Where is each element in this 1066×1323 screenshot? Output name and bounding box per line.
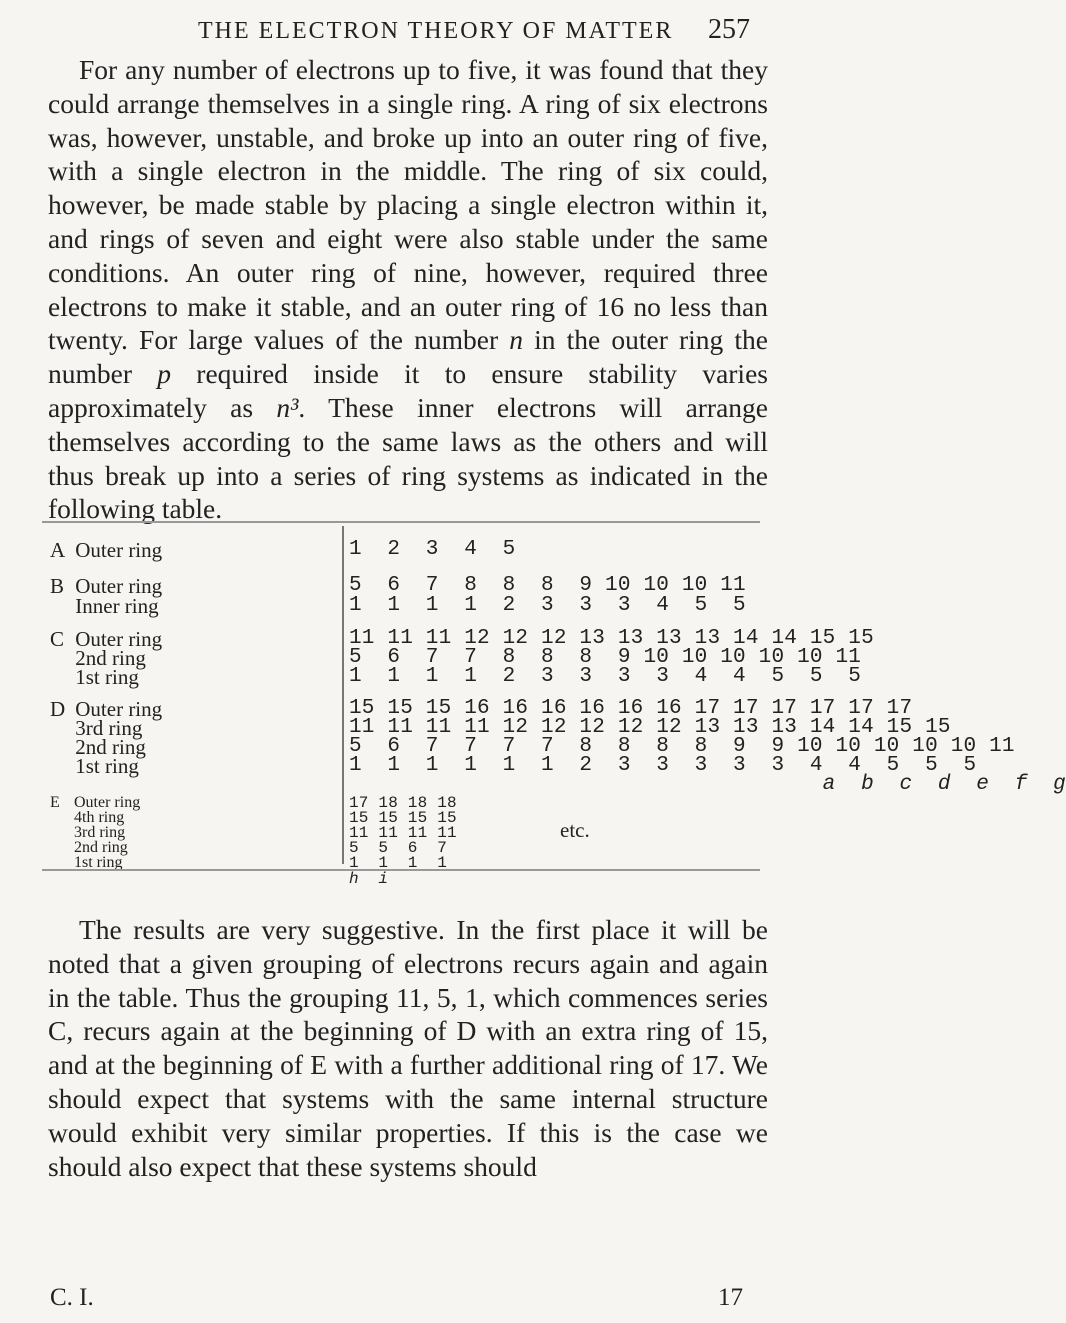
series-e-2nd-values: 5 5 6 7 bbox=[349, 839, 448, 857]
series-a-outer-values: 1 2 3 4 5 bbox=[349, 538, 516, 561]
series-a-outer-label: A Outer ring bbox=[50, 538, 163, 562]
row-label-text: 4th ring bbox=[70, 809, 125, 826]
series-e-3rd-label bbox=[50, 824, 125, 842]
series-e-4th-values: 15 15 15 15 bbox=[349, 809, 457, 827]
etc-note: etc. bbox=[560, 818, 590, 842]
series-b-outer-label: B Outer ring bbox=[50, 574, 163, 598]
series-b-inner-label: Inner ring bbox=[75, 594, 159, 618]
page-number: 257 bbox=[708, 14, 750, 45]
series-letter: E bbox=[50, 794, 60, 811]
series-d-outer-label: D Outer ring bbox=[50, 697, 163, 721]
series-d-column-letters: a b c d e f g bbox=[349, 773, 1066, 796]
series-e-letters-label bbox=[50, 870, 70, 888]
series-d-1st-values: 1 1 1 1 1 1 2 3 3 3 3 3 4 4 5 5 5 bbox=[349, 754, 977, 777]
series-d-2nd-values: 5 6 7 7 7 7 8 8 8 8 9 9 10 10 10 10 10 11 bbox=[349, 735, 1015, 758]
series-e-3rd-values: 11 11 11 11 bbox=[349, 824, 457, 842]
paragraph-intro: For any number of electrons up to five, it was found that they could arrange themselves in a single ring. A ring of six electrons was, however, unstable, and broke up into an outer ring of five, with a single electron in the middle. The ring of six could, however, be made stable by placing a single electron within it, and rings of seven and eight were also stable under the same conditions. An outer ring of nine, however, required three electrons to make it stable, and an outer ring of 16 no less than twenty. For large values of the number n in the outer ring the number p required inside it to ensure stability varies approximately as n³. These inner electrons will arrange themselves according to the same laws as the others and will thus break up into a series of ring systems as indicated in the following table. bbox=[48, 54, 769, 525]
row-label-text: 1st ring bbox=[70, 854, 123, 871]
series-e-outer-label bbox=[50, 794, 140, 812]
table-top-rule bbox=[42, 521, 760, 523]
series-c-outer-label: C Outer ring bbox=[50, 627, 163, 651]
series-c-2nd-label: 2nd ring bbox=[75, 646, 146, 670]
row-label-text: 2nd ring bbox=[70, 839, 128, 856]
series-c-outer-values: 11 11 11 12 12 12 13 13 13 13 14 14 15 15 bbox=[349, 627, 874, 650]
series-d-3rd-label: 3rd ring bbox=[75, 716, 143, 740]
series-c-1st-label: 1st ring bbox=[75, 665, 139, 689]
series-b-outer-values: 5 6 7 8 8 8 9 10 10 10 11 bbox=[349, 574, 746, 597]
paragraph-results: The results are very suggestive. In the first place it will be noted that a given grouping of electrons recurs again and again in the table. Thus the grouping 11, 5, 1, which commences series C, recurs again at the beginning of D with an extra ring of 15, and at the beginning of E with a further additional ring of 17. We should expect that systems with the same internal structure would exhibit very similar properties. If this is the case we should also expect that these systems should bbox=[48, 914, 768, 1182]
series-d-1st-label: 1st ring bbox=[75, 754, 139, 778]
series-c-1st-values: 1 1 1 1 2 3 3 3 3 4 4 5 5 5 bbox=[349, 665, 862, 688]
series-d-3rd-values: 11 11 11 11 12 12 12 12 12 13 13 13 14 14 15 15 bbox=[349, 716, 951, 739]
series-c-2nd-values: 5 6 7 7 8 8 8 9 10 10 10 10 10 11 bbox=[349, 646, 862, 669]
series-e-4th-label bbox=[50, 809, 124, 827]
table-column-divider bbox=[342, 526, 344, 864]
series-e-letters-values: h i bbox=[349, 870, 389, 888]
signature-number: 17 bbox=[718, 1284, 743, 1311]
series-d-outer-values: 15 15 15 16 16 16 16 16 16 17 17 17 17 17 17 bbox=[349, 697, 913, 720]
page-header bbox=[0, 8, 800, 48]
series-e-2nd-label bbox=[50, 839, 128, 857]
series-e-1st-values: 1 1 1 1 bbox=[349, 854, 448, 872]
series-b-inner-values: 1 1 1 1 2 3 3 3 4 5 5 bbox=[349, 594, 746, 617]
series-d-2nd-label: 2nd ring bbox=[75, 735, 146, 759]
series-e-outer-values: 17 18 18 18 bbox=[349, 794, 457, 812]
row-label-text: Outer ring bbox=[70, 794, 141, 811]
row-label-text: 3rd ring bbox=[70, 824, 126, 841]
signature-mark: C. I. bbox=[50, 1284, 94, 1311]
running-title: THE ELECTRON THEORY OF MATTER bbox=[198, 18, 674, 44]
table-bottom-rule bbox=[42, 869, 760, 871]
